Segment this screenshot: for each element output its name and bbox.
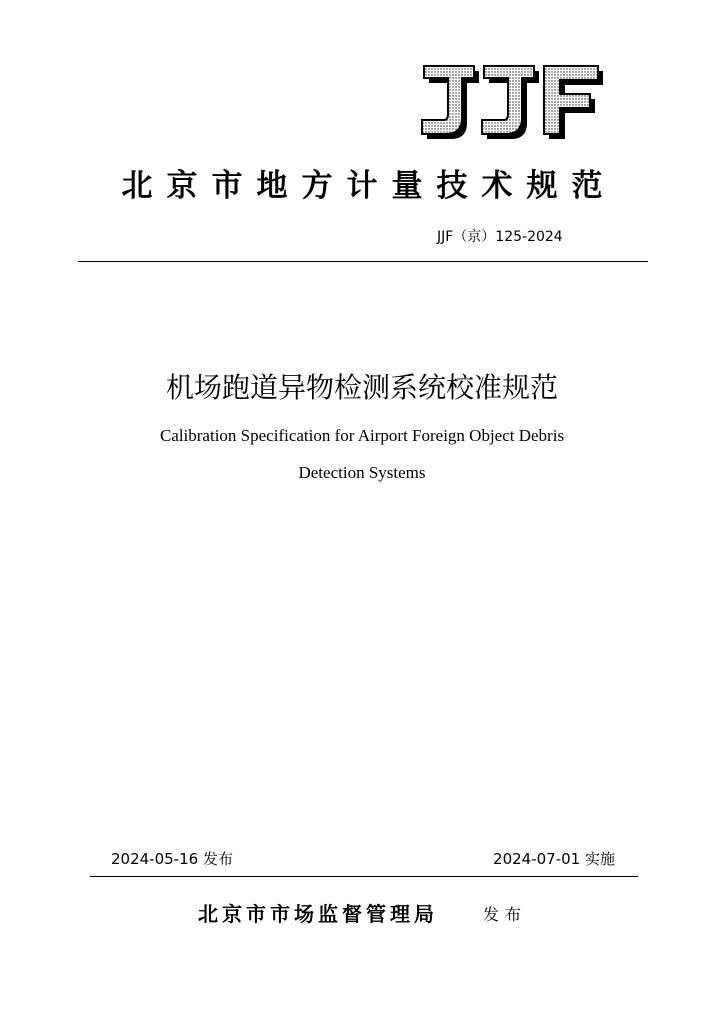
document-code: JJF（京）125-2024 xyxy=(437,229,563,245)
standard-category-title: 北京市地方计量技术规范 xyxy=(121,168,617,204)
top-divider xyxy=(78,261,648,262)
document-title-english-line-1: Calibration Specification for Airport Foreign Object Debris xyxy=(159,426,565,445)
jjf-logo xyxy=(416,62,606,140)
publisher-name: 北京市市场监督管理局 xyxy=(198,902,438,926)
document-title-chinese: 机场跑道异物检测系统校准规范 xyxy=(165,371,558,404)
document-title-english-line-2: Detection Systems xyxy=(298,463,426,482)
bottom-divider xyxy=(90,876,638,877)
issue-date: 2024-05-16 发布 xyxy=(111,850,233,868)
publish-label: 发布 xyxy=(483,905,528,924)
implementation-date: 2024-07-01 实施 xyxy=(493,850,615,868)
